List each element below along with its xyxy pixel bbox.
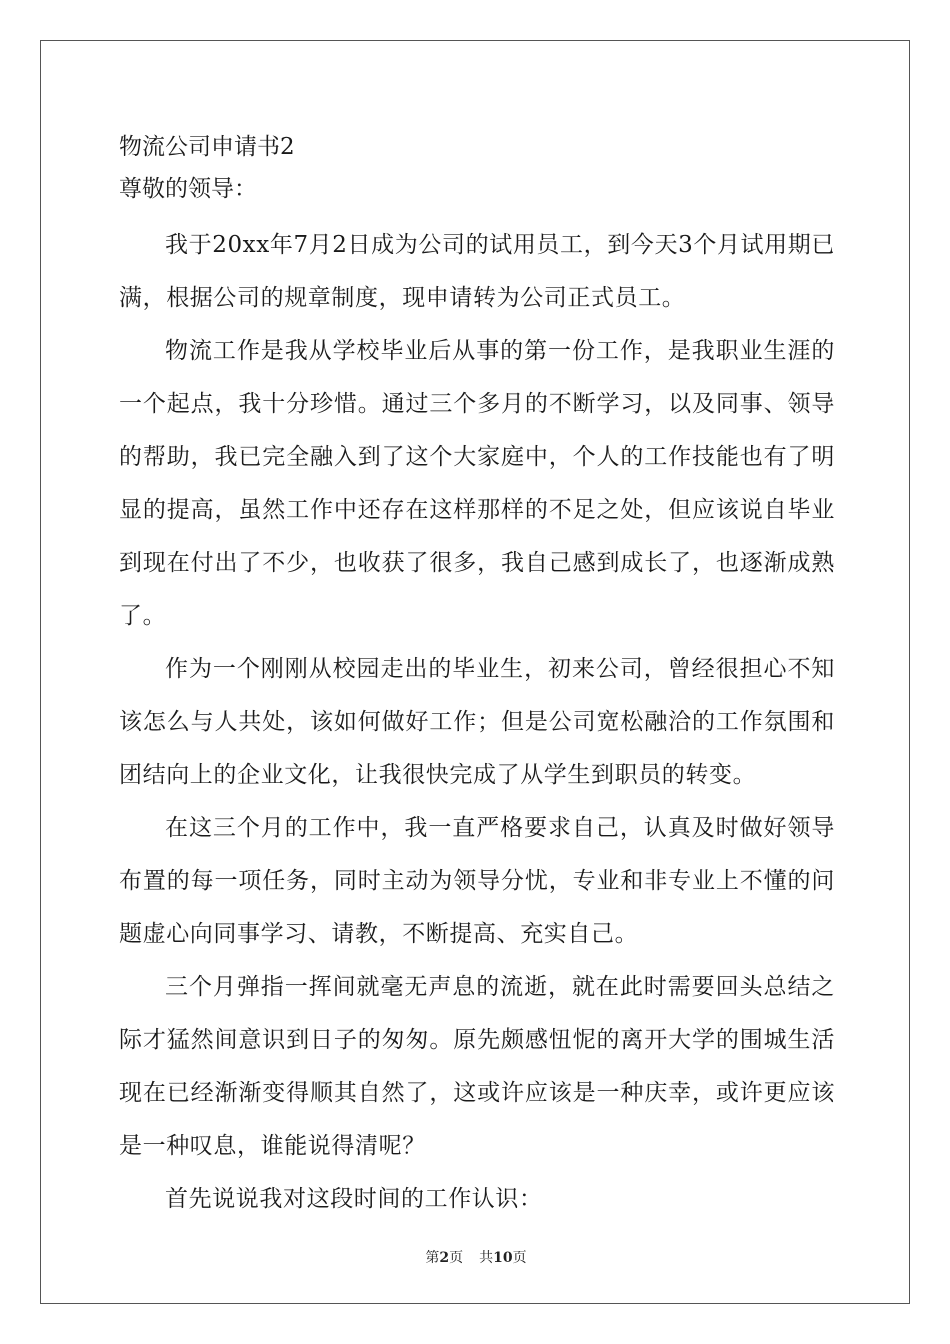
paragraph: 在这三个月的工作中，我一直严格要求自己，认真及时做好领导布置的每一项任务，同时主动为领导分忧，专业和非专业上不懂的问题虚心向同事学习、请教，不断提高、充实自己。 [119, 815, 835, 947]
page-number: 2 [439, 1250, 450, 1266]
document-body [119, 127, 835, 1226]
salutation: 尊敬的领导： [119, 176, 257, 202]
page-prefix: 第 [425, 1250, 440, 1266]
paragraph: 我于20xx年7月2日成为公司的试用员工，到今天3个月试用期已满，根据公司的规章制度，现申请转为公司正式员工。 [119, 232, 835, 311]
paragraph: 作为一个刚刚从校园走出的毕业生，初来公司，曾经很担心不知该怎么与人共处，该如何做好工作；但是公司宽松融洽的工作氛围和团结向上的企业文化，让我很快完成了从学生到职员的转变。 [119, 656, 835, 788]
total-pages: 10 [493, 1250, 513, 1266]
paragraph: 首先说说我对这段时间的工作认识： [165, 1186, 543, 1212]
document-page [40, 40, 910, 1304]
total-prefix: 共 [479, 1250, 494, 1266]
document-title: 物流公司申请书2 [119, 134, 295, 160]
paragraph: 物流工作是我从学校毕业后从事的第一份工作，是我职业生涯的一个起点，我十分珍惜。通过三个多月的不断学习，以及同事、领导的帮助，我已完全融入到了这个大家庭中，个人的工作技能也有了明显的提高，虽然工作中还存在这样那样的不足之处，但应该说自毕业到现在付出了不少，也收获了很多，我自己感到成长了，也逐渐成熟了。 [119, 338, 835, 629]
page-suffix: 页 [449, 1250, 464, 1266]
page-footer [41, 1247, 911, 1267]
paragraph: 三个月弹指一挥间就毫无声息的流逝，就在此时需要回头总结之际才猛然间意识到日子的匆匆。原先颇感忸怩的离开大学的围城生活现在已经渐渐变得顺其自然了，这或许应该是一种庆幸，或许更应该是一种叹息，谁能说得清呢？ [119, 974, 835, 1159]
total-suffix: 页 [512, 1250, 527, 1266]
